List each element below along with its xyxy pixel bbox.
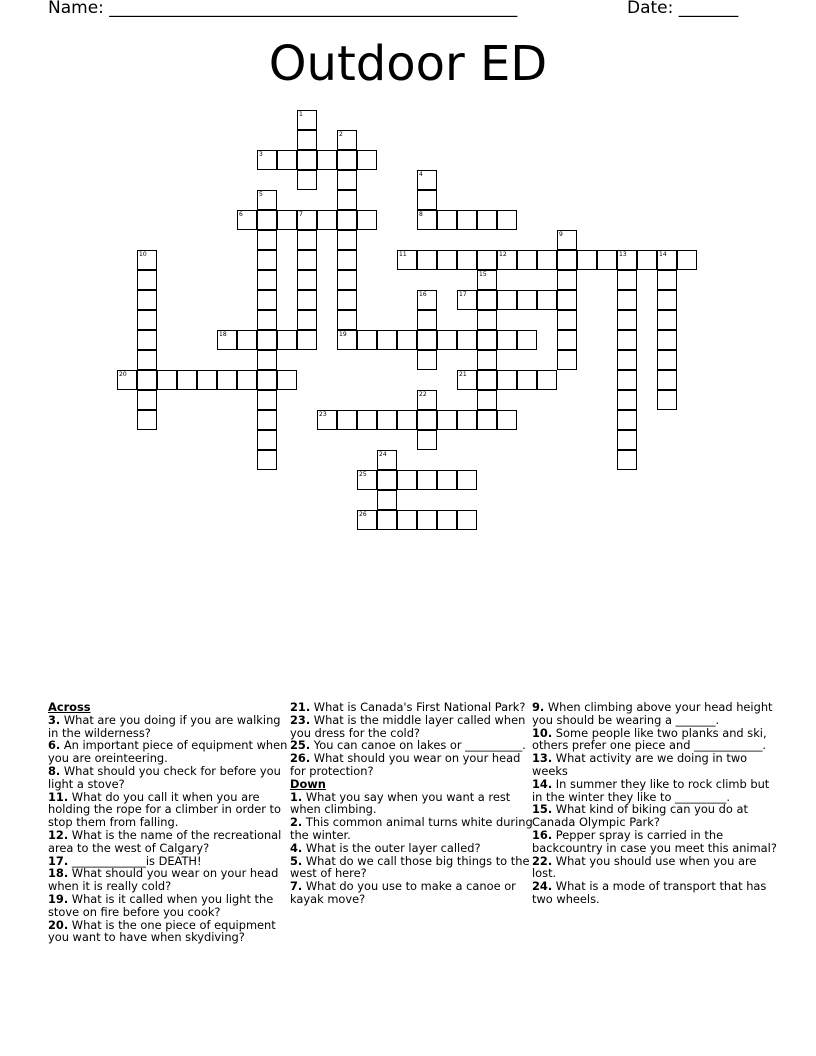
crossword-cell[interactable] xyxy=(617,270,637,290)
clue-item xyxy=(48,919,293,945)
crossword-cell[interactable] xyxy=(417,430,437,450)
crossword-cell[interactable] xyxy=(257,330,277,350)
crossword-cell[interactable] xyxy=(337,190,357,210)
clue-number-label: 10. xyxy=(532,725,553,740)
clue-number-label: 2. xyxy=(290,815,303,830)
clue-item xyxy=(48,714,293,740)
clue-number: 13 xyxy=(619,251,627,258)
crossword-cell[interactable] xyxy=(477,350,497,370)
clue-text: This common animal turns white during the winter. xyxy=(290,815,533,842)
crossword-cell[interactable] xyxy=(557,250,577,270)
clue-text: What do you use to make a canoe or kayak move? xyxy=(290,879,516,906)
crossword-cell[interactable] xyxy=(457,290,477,310)
crossword-cell[interactable] xyxy=(557,350,577,370)
clue-number: 18 xyxy=(219,331,227,338)
crossword-cell[interactable] xyxy=(357,510,377,530)
crossword-cell[interactable] xyxy=(257,150,277,170)
crossword-cell[interactable] xyxy=(417,310,437,330)
crossword-cell[interactable] xyxy=(297,130,317,150)
clue-text: What should you wear on your head when it is really cold? xyxy=(48,866,279,894)
clue-item xyxy=(290,791,535,817)
crossword-cell[interactable] xyxy=(297,310,317,330)
crossword-cell[interactable] xyxy=(457,210,477,230)
crossword-cell[interactable] xyxy=(417,290,437,310)
clue-number-label: 6. xyxy=(48,738,61,753)
crossword-cell[interactable] xyxy=(317,150,337,170)
clue-number: 3 xyxy=(259,151,263,158)
crossword-cell[interactable] xyxy=(257,390,277,410)
crossword-cell[interactable] xyxy=(277,150,297,170)
clue-item xyxy=(290,855,535,881)
clue-item xyxy=(532,701,777,727)
clue-number-label: 11. xyxy=(48,789,69,804)
crossword-cell[interactable] xyxy=(337,310,357,330)
page-title: Outdoor ED xyxy=(268,36,548,92)
clue-number: 25 xyxy=(359,471,367,478)
clue-number-label: 1. xyxy=(290,789,303,804)
clue-number-label: 18. xyxy=(48,866,69,881)
crossword-cell[interactable] xyxy=(657,270,677,290)
crossword-cell[interactable] xyxy=(237,370,257,390)
crossword-cell[interactable] xyxy=(617,290,637,310)
clue-number: 12 xyxy=(499,251,507,258)
clue-number-label: 25. xyxy=(290,738,311,753)
crossword-cell[interactable] xyxy=(417,390,437,410)
crossword-cell[interactable] xyxy=(497,290,517,310)
crossword-cell[interactable] xyxy=(617,410,637,430)
crossword-cell[interactable] xyxy=(477,210,497,230)
crossword-cell[interactable] xyxy=(377,510,397,530)
crossword-cell[interactable] xyxy=(497,210,517,230)
crossword-cell[interactable] xyxy=(617,250,637,270)
clue-number: 21 xyxy=(459,371,467,378)
clue-item xyxy=(48,893,293,919)
crossword-cell[interactable] xyxy=(437,210,457,230)
crossword-cell[interactable] xyxy=(617,430,637,450)
clue-text: What should you wear on your head for protection? xyxy=(290,751,521,778)
clue-number: 11 xyxy=(399,251,407,258)
clue-number: 4 xyxy=(419,171,423,178)
crossword-cell[interactable] xyxy=(337,230,357,250)
crossword-cell[interactable] xyxy=(477,250,497,270)
crossword-cell[interactable] xyxy=(417,190,437,210)
crossword-cell[interactable] xyxy=(157,370,177,390)
clue-text: Some people like two planks and ski, others prefer one piece and ____________. xyxy=(532,725,767,753)
crossword-cell[interactable] xyxy=(477,370,497,390)
clue-number-label: 15. xyxy=(532,802,553,817)
crossword-cell[interactable] xyxy=(397,470,417,490)
crossword-cell[interactable] xyxy=(297,210,317,230)
clue-number-label: 16. xyxy=(532,827,553,842)
crossword-cell[interactable] xyxy=(217,370,237,390)
crossword-cell[interactable] xyxy=(537,370,557,390)
crossword-cell[interactable] xyxy=(297,170,317,190)
clue-number-label: 7. xyxy=(290,879,303,894)
clue-text: _____________is DEATH! xyxy=(68,853,202,868)
crossword-cell[interactable] xyxy=(517,330,537,350)
crossword-cell[interactable] xyxy=(657,330,677,350)
clue-item xyxy=(290,816,535,842)
clue-number: 8 xyxy=(419,211,423,218)
crossword-cell[interactable] xyxy=(657,390,677,410)
crossword-cell[interactable] xyxy=(357,470,377,490)
crossword-cell[interactable] xyxy=(137,370,157,390)
crossword-cell[interactable] xyxy=(337,330,357,350)
crossword-cell[interactable] xyxy=(677,250,697,270)
clue-number: 17 xyxy=(459,291,467,298)
clues-heading: Down xyxy=(290,776,326,791)
crossword-cell[interactable] xyxy=(297,270,317,290)
crossword-cell[interactable] xyxy=(257,310,277,330)
crossword-cell[interactable] xyxy=(377,490,397,510)
clue-number-label: 12. xyxy=(48,827,69,842)
clue-number: 20 xyxy=(119,371,127,378)
crossword-cell[interactable] xyxy=(417,410,437,430)
crossword-cell[interactable] xyxy=(497,370,517,390)
clue-item xyxy=(532,855,777,881)
crossword-cell[interactable] xyxy=(137,250,157,270)
crossword-cell[interactable] xyxy=(237,330,257,350)
clue-text: Pepper spray is carried in the backcountry in case you meet this animal? xyxy=(532,827,777,855)
crossword-cell[interactable] xyxy=(537,250,557,270)
clue-number: 22 xyxy=(419,391,427,398)
crossword-cell[interactable] xyxy=(377,330,397,350)
clue-item xyxy=(532,727,777,753)
crossword-cell[interactable] xyxy=(517,250,537,270)
crossword-cell[interactable] xyxy=(257,370,277,390)
crossword-cell[interactable] xyxy=(357,210,377,230)
crossword-cell[interactable] xyxy=(257,410,277,430)
clue-item xyxy=(532,880,777,906)
clue-text: What is it called when you light the stove on fire before you cook? xyxy=(48,891,274,919)
clue-item xyxy=(48,829,293,855)
crossword-cell[interactable] xyxy=(457,410,477,430)
clue-number: 10 xyxy=(139,251,147,258)
crossword-cell[interactable] xyxy=(337,170,357,190)
clue-number-label: 14. xyxy=(532,776,553,791)
crossword-cell[interactable] xyxy=(557,310,577,330)
clue-item xyxy=(290,752,535,778)
crossword-cell[interactable] xyxy=(297,230,317,250)
clue-number-label: 20. xyxy=(48,917,69,932)
clue-item xyxy=(290,714,535,740)
crossword-cell[interactable] xyxy=(237,210,257,230)
clue-number-label: 22. xyxy=(532,853,553,868)
clue-number: 24 xyxy=(379,451,387,458)
clue-number: 2 xyxy=(339,131,343,138)
clues-column-1 xyxy=(48,701,293,944)
crossword-cell[interactable] xyxy=(437,510,457,530)
crossword-cell[interactable] xyxy=(497,410,517,430)
crossword-cell[interactable] xyxy=(277,370,297,390)
clues-column-3 xyxy=(532,701,777,906)
clue-text: What is Canada's First National Park? xyxy=(310,700,526,714)
clue-text: What is the name of the recreational area to the west of Calgary? xyxy=(48,827,282,855)
crossword-cell[interactable] xyxy=(357,150,377,170)
crossword-cell[interactable] xyxy=(537,290,557,310)
clue-number-label: 9. xyxy=(532,700,545,714)
crossword-cell[interactable] xyxy=(457,330,477,350)
crossword-cell[interactable] xyxy=(137,330,157,350)
clue-number-label: 23. xyxy=(290,712,311,727)
clue-text: What activity are we doing in two weeks xyxy=(532,751,748,778)
clue-number: 16 xyxy=(419,291,427,298)
clue-number: 6 xyxy=(239,211,243,218)
crossword-cell[interactable] xyxy=(497,250,517,270)
clue-number-label: 24. xyxy=(532,879,553,894)
crossword-cell[interactable] xyxy=(297,290,317,310)
clue-text: What you say when you want a rest when climbing. xyxy=(290,789,511,817)
clue-text: You can canoe on lakes or __________. xyxy=(310,738,526,753)
crossword-cell[interactable] xyxy=(457,510,477,530)
crossword-cell[interactable] xyxy=(357,330,377,350)
crossword-cell[interactable] xyxy=(437,470,457,490)
crossword-cell[interactable] xyxy=(337,150,357,170)
crossword-cell[interactable] xyxy=(257,190,277,210)
crossword-cell[interactable] xyxy=(137,310,157,330)
clue-text: What is a mode of transport that has two wheels. xyxy=(532,879,767,906)
clue-text: What do you call it when you are holding the rope for a climber in order to stop them from falling. xyxy=(48,789,281,830)
clue-text: When climbing above your head height you should be wearing a _______. xyxy=(532,700,773,727)
crossword-cell[interactable] xyxy=(557,290,577,310)
crossword-cell[interactable] xyxy=(317,410,337,430)
clue-text: What are you doing if you are walking in the wilderness? xyxy=(48,712,281,740)
crossword-cell[interactable] xyxy=(437,410,457,430)
crossword-cell[interactable] xyxy=(297,250,317,270)
crossword-cell[interactable] xyxy=(257,230,277,250)
crossword-cell[interactable] xyxy=(317,210,337,230)
crossword-cell[interactable] xyxy=(617,350,637,370)
clue-number: 1 xyxy=(299,111,303,118)
crossword-cell[interactable] xyxy=(517,370,537,390)
clue-text: What is the outer layer called? xyxy=(302,840,481,855)
crossword-cell[interactable] xyxy=(437,250,457,270)
crossword-cell[interactable] xyxy=(357,410,377,430)
crossword-cell[interactable] xyxy=(417,250,437,270)
crossword-cell[interactable] xyxy=(437,330,457,350)
crossword-cell[interactable] xyxy=(277,330,297,350)
crossword-cell[interactable] xyxy=(137,410,157,430)
crossword-cell[interactable] xyxy=(617,450,637,470)
crossword-cell[interactable] xyxy=(477,270,497,290)
crossword-cell[interactable] xyxy=(497,330,517,350)
crossword-cell[interactable] xyxy=(417,470,437,490)
crossword-cell[interactable] xyxy=(617,370,637,390)
crossword-cell[interactable] xyxy=(257,270,277,290)
crossword-cell[interactable] xyxy=(297,110,317,130)
crossword-cell[interactable] xyxy=(637,250,657,270)
clue-number-label: 4. xyxy=(290,840,303,855)
clue-item xyxy=(532,829,777,855)
crossword-cell[interactable] xyxy=(457,370,477,390)
crossword-cell[interactable] xyxy=(397,250,417,270)
crossword-cell[interactable] xyxy=(137,390,157,410)
name-field-label: Name: ________________________________________________ xyxy=(48,0,518,18)
crossword-cell[interactable] xyxy=(617,310,637,330)
crossword-cell[interactable] xyxy=(397,410,417,430)
crossword-cell[interactable] xyxy=(477,390,497,410)
crossword-cell[interactable] xyxy=(657,310,677,330)
crossword-cell[interactable] xyxy=(417,210,437,230)
clue-number: 9 xyxy=(559,231,563,238)
clue-text: An important piece of equipment when you are oreinteering. xyxy=(48,738,288,766)
crossword-cell[interactable] xyxy=(337,290,357,310)
crossword-cell[interactable] xyxy=(377,470,397,490)
clue-text: What is the middle layer called when you dress for the cold? xyxy=(290,712,526,740)
clue-item xyxy=(532,778,777,804)
clue-text: What kind of biking can you do at Canada Olympic Park? xyxy=(532,802,748,830)
crossword-cell[interactable] xyxy=(337,130,357,150)
clue-text: In summer they like to rock climb but in the winter they like to _________. xyxy=(532,776,770,804)
crossword-cell[interactable] xyxy=(657,250,677,270)
clue-number-label: 17. xyxy=(48,853,69,868)
clue-number-label: 5. xyxy=(290,853,303,868)
crossword-cell[interactable] xyxy=(597,250,617,270)
clues-heading: Across xyxy=(48,700,91,714)
clue-text: What you should use when you are lost. xyxy=(532,853,757,881)
crossword-cell[interactable] xyxy=(137,290,157,310)
clues-column-2 xyxy=(290,701,535,906)
clue-number: 14 xyxy=(659,251,667,258)
crossword-cell[interactable] xyxy=(557,330,577,350)
crossword-cell[interactable] xyxy=(257,210,277,230)
crossword-cell[interactable] xyxy=(557,230,577,250)
crossword-cell[interactable] xyxy=(217,330,237,350)
crossword-cell[interactable] xyxy=(257,290,277,310)
clue-number-label: 3. xyxy=(48,712,61,727)
crossword-cell[interactable] xyxy=(617,390,637,410)
crossword-cell[interactable] xyxy=(337,210,357,230)
crossword-cell[interactable] xyxy=(177,370,197,390)
crossword-cell[interactable] xyxy=(577,250,597,270)
crossword-cell[interactable] xyxy=(477,290,497,310)
crossword-cell[interactable] xyxy=(617,330,637,350)
clue-item xyxy=(48,867,293,893)
crossword-cell[interactable] xyxy=(137,350,157,370)
crossword-cell[interactable] xyxy=(377,450,397,470)
crossword-cell[interactable] xyxy=(477,410,497,430)
clue-number: 7 xyxy=(299,211,303,218)
clue-number-label: 21. xyxy=(290,700,311,714)
clue-item xyxy=(532,752,777,778)
clue-text: What do we call those big things to the west of here? xyxy=(290,853,530,881)
crossword-cell[interactable] xyxy=(477,330,497,350)
clue-item xyxy=(48,765,293,791)
clue-number: 23 xyxy=(319,411,327,418)
crossword-cell[interactable] xyxy=(417,510,437,530)
date-field-label: Date: _______ xyxy=(627,0,739,18)
clue-item xyxy=(290,880,535,906)
clue-number-label: 13. xyxy=(532,751,553,766)
clue-number: 19 xyxy=(339,331,347,338)
crossword-cell[interactable] xyxy=(257,350,277,370)
crossword-cell[interactable] xyxy=(257,430,277,450)
clue-number-label: 19. xyxy=(48,891,69,906)
crossword-cell[interactable] xyxy=(657,290,677,310)
clue-number: 15 xyxy=(479,271,487,278)
crossword-cell[interactable] xyxy=(397,330,417,350)
crossword-cell[interactable] xyxy=(197,370,217,390)
crossword-cell[interactable] xyxy=(417,170,437,190)
crossword-cell[interactable] xyxy=(457,470,477,490)
crossword-cell[interactable] xyxy=(517,290,537,310)
crossword-cell[interactable] xyxy=(377,410,397,430)
clue-text: What should you check for before you light a stove? xyxy=(48,763,281,791)
clue-item xyxy=(48,739,293,765)
clue-number-label: 8. xyxy=(48,763,61,778)
clue-item xyxy=(532,803,777,829)
crossword-cell[interactable] xyxy=(297,330,317,350)
crossword-cell[interactable] xyxy=(657,350,677,370)
crossword-cell[interactable] xyxy=(417,330,437,350)
crossword-cell[interactable] xyxy=(297,150,317,170)
clue-number-label: 26. xyxy=(290,751,311,766)
crossword-cell[interactable] xyxy=(117,370,137,390)
crossword-cell[interactable] xyxy=(337,270,357,290)
clue-item xyxy=(48,791,293,829)
crossword-cell[interactable] xyxy=(417,350,437,370)
crossword-cell[interactable] xyxy=(337,410,357,430)
clue-number: 5 xyxy=(259,191,263,198)
crossword-cell[interactable] xyxy=(457,250,477,270)
crossword-cell[interactable] xyxy=(657,370,677,390)
crossword-cell[interactable] xyxy=(277,210,297,230)
crossword-cell[interactable] xyxy=(257,250,277,270)
crossword-cell[interactable] xyxy=(137,270,157,290)
crossword-cell[interactable] xyxy=(337,250,357,270)
crossword-cell[interactable] xyxy=(257,450,277,470)
crossword-cell[interactable] xyxy=(477,310,497,330)
crossword-cell[interactable] xyxy=(397,510,417,530)
crossword-cell[interactable] xyxy=(557,270,577,290)
clue-text: What is the one piece of equipment you want to have when skydiving? xyxy=(48,917,276,945)
clue-number: 26 xyxy=(359,511,367,518)
